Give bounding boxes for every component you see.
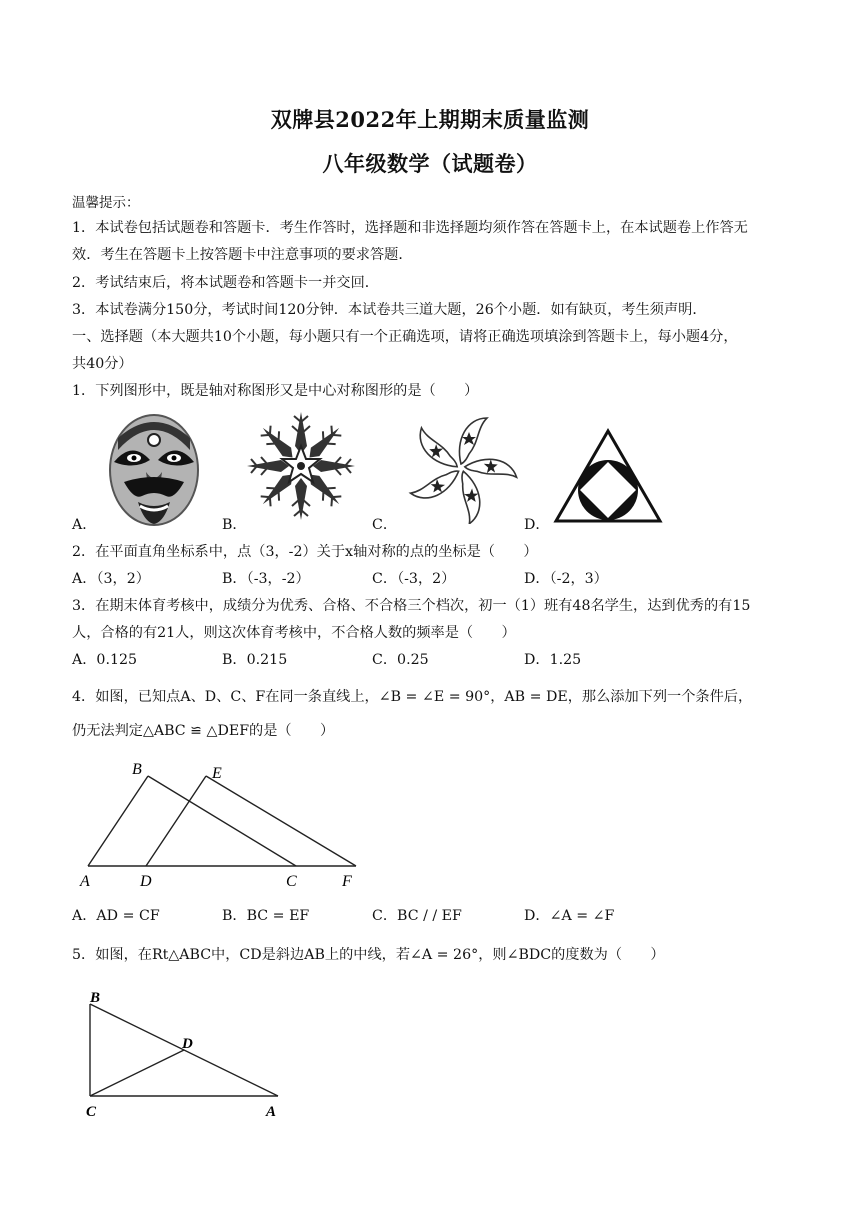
exam-subtitle: 八年级数学（试题卷） (322, 151, 538, 176)
segment-bc (148, 776, 296, 866)
label-b: B (90, 990, 101, 1006)
q3-option-a: A．0.125 (72, 652, 138, 668)
pinwheel-flower-figure (402, 412, 520, 524)
segment-ab (88, 776, 148, 866)
exam-title: 双牌县2022年上期期末质量监测 (270, 107, 590, 132)
triangles-abc-def-figure (76, 758, 368, 892)
q1-option-c: C． (372, 517, 398, 533)
segment-de (146, 776, 206, 866)
q1-option-a: A． (72, 517, 97, 533)
right-triangle-abc-figure (80, 984, 290, 1122)
q3-option-b: B．0.215 (222, 652, 288, 668)
segment-ef (206, 776, 356, 866)
mask-forehead-ornament (148, 434, 160, 446)
q4-stem-line-1: 4．如图，已知点A、D、C、F在同一条直线上，∠B = ∠E = 90°，AB = DE，那么添加下列一个条件后， (72, 689, 753, 705)
label-e: E (212, 765, 222, 782)
q3-stem-line-1: 3．在期末体育考核中，成绩分为优秀、合格、不合格三个档次，初一（1）班有48名学生，达到优秀的有15 (72, 598, 751, 614)
tip-3: 3．本试卷满分150分，考试时间120分钟．本试卷共三道大题，26个小题．如有缺页，考生须声明． (72, 302, 707, 318)
q1-option-b: B． (222, 517, 247, 533)
q2-option-c: C．（-3，2） (372, 571, 456, 587)
label-a: A (80, 873, 90, 890)
tip-1-line-2: 效．考生在答题卡上按答题卡中注意事项的要求答题． (72, 247, 413, 263)
triangle-circle-figure (552, 428, 664, 526)
q4-option-a: A．AD = CF (72, 908, 160, 924)
tips-heading: 温馨提示： (72, 195, 140, 211)
q3-stem-line-2: 人，合格的有21人，则这次体育考核中，不合格人数的频率是（ ） (72, 625, 516, 641)
q4-option-d: D．∠A = ∠F (524, 908, 615, 924)
q3-option-d: D．1.25 (524, 652, 582, 668)
label-c: C (286, 873, 297, 890)
label-a: A (266, 1104, 277, 1120)
tip-1-line-1: 1．本试卷包括试题卷和答题卡．考生作答时，选择题和非选择题均须作答在答题卡上，在本试题卷上作答无 (72, 220, 748, 236)
opera-mask-figure (104, 410, 204, 528)
q2-option-a: A．（3，2） (72, 571, 150, 587)
q2-option-d: D．（-2，3） (524, 571, 608, 587)
q4-option-c: C．BC / / EF (372, 908, 462, 924)
q4-option-b: B．BC = EF (222, 908, 310, 924)
label-b: B (132, 761, 142, 778)
q2-stem: 2．在平面直角坐标系中，点（3，-2）关于x轴对称的点的坐标是（ ） (72, 544, 538, 560)
q2-option-b: B．（-3，-2） (222, 571, 310, 587)
q3-option-c: C．0.25 (372, 652, 429, 668)
q1-option-d: D． (524, 517, 550, 533)
q4-stem-line-2: 仍无法判定△ABC ≌ △DEF的是（ ） (72, 723, 335, 739)
q1-stem: 1．下列图形中，既是轴对称图形又是中心对称图形的是（ ） (72, 383, 479, 399)
label-f: F (342, 873, 352, 890)
snowflake-star-figure (245, 410, 357, 522)
tip-2: 2．考试结束后，将本试题卷和答题卡一并交回． (72, 275, 379, 291)
section-1-heading-line-2: 共40分） (72, 356, 133, 372)
section-1-heading-line-1: 一、选择题（本大题共10个小题，每小题只有一个正确选项，请将正确选项填涂到答题卡上，每小题4分， (72, 329, 738, 345)
label-d: D (182, 1036, 193, 1052)
label-d: D (140, 873, 152, 890)
label-c: C (86, 1104, 97, 1120)
segment-cd (90, 1050, 184, 1096)
q5-stem: 5．如图，在Rt△ABC中，CD是斜边AB上的中线，若∠A = 26°，则∠BDC的度数为（ ） (72, 947, 665, 963)
